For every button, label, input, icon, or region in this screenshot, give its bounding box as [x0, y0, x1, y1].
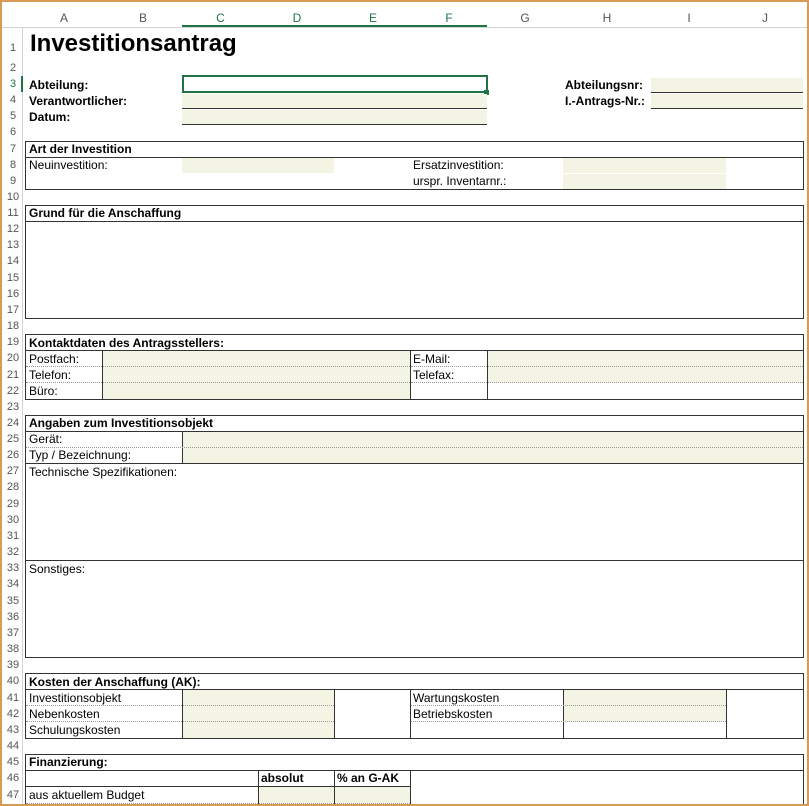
absolut-header: absolut	[261, 771, 304, 785]
column-divider	[726, 689, 727, 739]
investitionsobjekt-heading: Angaben zum Investitionsobjekt	[29, 416, 214, 430]
row-divider	[25, 560, 804, 561]
row-header[interactable]: 39	[6, 659, 20, 671]
row-header[interactable]: 23	[6, 401, 20, 413]
row-header[interactable]: 13	[6, 239, 20, 251]
email-label: E-Mail:	[413, 352, 451, 366]
telefax-input[interactable]	[488, 367, 803, 382]
kosten-heading: Kosten der Anschaffung (AK):	[29, 675, 201, 689]
betriebskosten-label: Betriebskosten	[413, 707, 493, 721]
row-header[interactable]: 12	[6, 223, 20, 235]
row-header[interactable]: 35	[6, 595, 20, 607]
row-header[interactable]: 42	[6, 708, 20, 720]
finanzierung-heading: Finanzierung:	[29, 755, 108, 769]
row-header[interactable]: 34	[6, 578, 20, 590]
nebenkosten-label: Nebenkosten	[29, 707, 100, 721]
row-header[interactable]: 17	[6, 304, 20, 316]
row-header-border	[22, 28, 23, 806]
email-input[interactable]	[488, 351, 803, 366]
row-header[interactable]: 14	[6, 255, 20, 267]
typ-input[interactable]	[183, 448, 803, 463]
datum-label: Datum:	[29, 110, 71, 124]
prozent-header: % an G-AK	[337, 771, 400, 785]
row-header[interactable]: 6	[9, 126, 17, 138]
page-title: Investitionsantrag	[30, 30, 237, 57]
row-header[interactable]: 9	[9, 175, 17, 187]
budget-label: aus aktuellem Budget	[29, 788, 145, 802]
budget-prozent-input[interactable]	[335, 787, 410, 803]
buero-input[interactable]	[103, 383, 410, 399]
column-header-border	[2, 27, 809, 28]
nebenkosten-input[interactable]	[183, 706, 334, 721]
row-header[interactable]: 36	[6, 611, 20, 623]
geraet-label: Gerät:	[29, 432, 63, 446]
investitionsobjekt-kosten-label: Investitionsobjekt	[29, 691, 122, 705]
betriebskosten-input[interactable]	[564, 706, 726, 721]
abteilung-label: Abteilung:	[29, 78, 89, 92]
abteilungsnr-label: Abteilungsnr:	[565, 78, 643, 92]
telefax-label: Telefax:	[413, 368, 455, 382]
inventarnr-label: urspr. Inventarnr.:	[413, 174, 507, 188]
column-header-h[interactable]: H	[563, 10, 651, 27]
spezifikationen-textarea[interactable]	[26, 480, 803, 560]
row-header[interactable]: 40	[6, 675, 20, 687]
kontaktdaten-heading: Kontaktdaten des Antragsstellers:	[29, 336, 224, 350]
column-header-b[interactable]: B	[104, 10, 182, 27]
column-header-c[interactable]: C	[182, 10, 259, 27]
geraet-input[interactable]	[183, 432, 803, 447]
row-divider	[411, 382, 803, 383]
abteilung-input[interactable]	[182, 75, 488, 93]
column-divider	[410, 350, 411, 400]
column-header-f[interactable]: F	[411, 10, 487, 27]
schulungskosten-input[interactable]	[183, 722, 334, 738]
datum-input[interactable]	[182, 110, 487, 125]
telefon-label: Telefon:	[29, 368, 72, 382]
row-divider	[26, 803, 410, 804]
antragsnr-label: I.-Antrags-Nr.:	[565, 94, 646, 108]
typ-label: Typ / Bezeichnung:	[29, 448, 132, 462]
row-header[interactable]: 47	[6, 789, 20, 801]
column-header-g[interactable]: G	[487, 10, 563, 27]
row-header[interactable]: 38	[6, 643, 20, 655]
row-header[interactable]: 32	[6, 546, 20, 558]
art-der-investition-heading: Art der Investition	[29, 142, 132, 156]
row-header[interactable]: 29	[6, 498, 20, 510]
investitionsobjekt-kosten-input[interactable]	[183, 690, 334, 705]
row-header[interactable]: 45	[6, 756, 20, 768]
buero-label: Büro:	[29, 384, 58, 398]
row-header[interactable]: 18	[6, 320, 20, 332]
ersatzinvestition-input[interactable]	[563, 158, 726, 173]
row-header[interactable]: 10	[6, 191, 20, 203]
row-header[interactable]: 27	[6, 465, 20, 477]
column-header-d[interactable]: D	[259, 10, 335, 27]
budget-absolut-input[interactable]	[259, 787, 334, 803]
row-header[interactable]: 4	[9, 94, 17, 106]
neuinvestition-label: Neuinvestition:	[29, 158, 108, 172]
verantwortlicher-input[interactable]	[182, 94, 487, 109]
row-header[interactable]: 43	[6, 724, 20, 736]
row-header[interactable]: 1	[9, 42, 17, 54]
ersatzinvestition-label: Ersatzinvestition:	[413, 158, 504, 172]
column-divider	[410, 689, 411, 739]
row-header[interactable]: 8	[9, 159, 17, 171]
row-header[interactable]: 41	[6, 692, 20, 704]
sonstiges-textarea[interactable]	[26, 577, 803, 657]
neuinvestition-input[interactable]	[182, 158, 334, 173]
row-header[interactable]: 5	[9, 110, 17, 122]
column-divider	[410, 770, 411, 806]
row-header[interactable]: 19	[6, 336, 20, 348]
row-header[interactable]: 16	[6, 288, 20, 300]
antragsnr-input[interactable]	[651, 94, 803, 109]
row-header[interactable]: 28	[6, 481, 20, 493]
column-header-j[interactable]: J	[727, 10, 803, 27]
wartungskosten-label: Wartungskosten	[413, 691, 500, 705]
row-header[interactable]: 24	[6, 417, 20, 429]
row-header[interactable]: 20	[6, 352, 20, 364]
grund-textarea[interactable]	[26, 222, 803, 318]
grund-heading: Grund für die Anschaffung	[29, 206, 182, 220]
row-header[interactable]: 7	[9, 143, 17, 155]
row-header[interactable]: 22	[6, 385, 20, 397]
row-header[interactable]: 44	[6, 740, 20, 752]
row-header[interactable]: 21	[6, 369, 20, 381]
wartungskosten-input[interactable]	[564, 690, 726, 705]
row-header[interactable]: 31	[6, 530, 20, 542]
row-header[interactable]: 26	[6, 449, 20, 461]
verantwortlicher-label: Verantwortlicher:	[29, 94, 128, 108]
telefon-input[interactable]	[103, 367, 410, 382]
sonstiges-label: Sonstiges:	[29, 562, 86, 576]
row-header[interactable]: 37	[6, 627, 20, 639]
row-header[interactable]: 25	[6, 433, 20, 445]
spezifikationen-label: Technische Spezifikationen:	[29, 465, 178, 479]
row-header[interactable]: 33	[6, 562, 20, 574]
section-divider	[25, 770, 804, 771]
abteilungsnr-input[interactable]	[651, 78, 803, 93]
row-header[interactable]: 3	[9, 78, 17, 90]
row-header[interactable]: 46	[6, 772, 20, 784]
column-header-i[interactable]: I	[651, 10, 727, 27]
inventarnr-input[interactable]	[563, 174, 726, 189]
column-header-a[interactable]: A	[24, 10, 104, 27]
column-header-e[interactable]: E	[335, 10, 411, 27]
row-header[interactable]: 30	[6, 514, 20, 526]
row-header[interactable]: 11	[7, 207, 19, 219]
schulungskosten-label: Schulungskosten	[29, 723, 121, 737]
column-divider	[334, 689, 335, 739]
row-header[interactable]: 2	[9, 62, 17, 74]
postfach-label: Postfach:	[29, 352, 80, 366]
row-header[interactable]: 15	[6, 272, 20, 284]
postfach-input[interactable]	[103, 351, 410, 366]
